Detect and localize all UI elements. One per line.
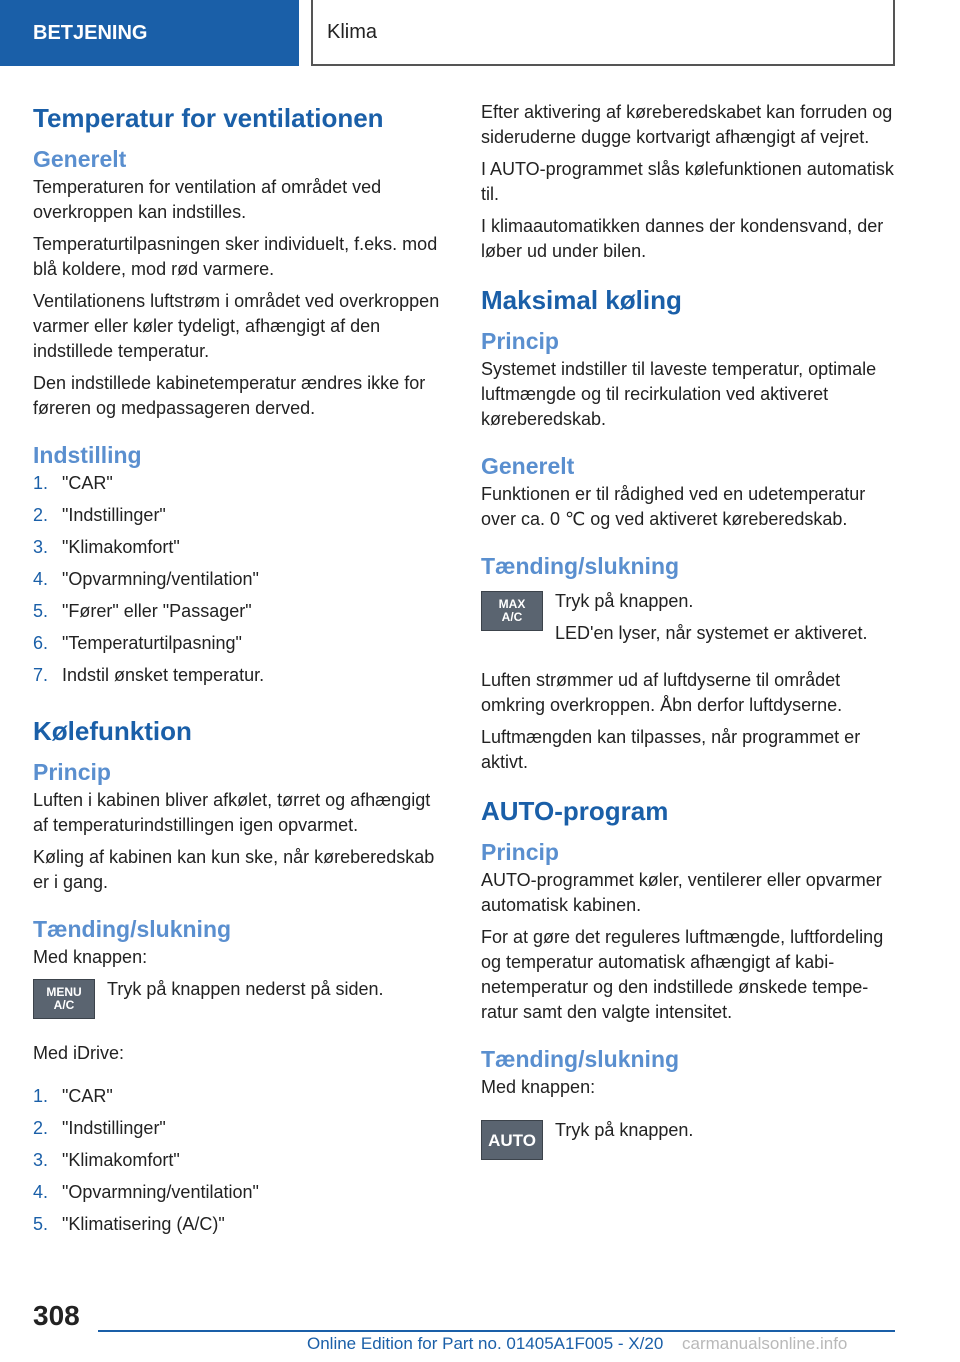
steps-list (33, 1084, 445, 1237)
step-text: "Fører" eller "Passager" (62, 601, 252, 621)
left-column (33, 100, 445, 1244)
paragraph: Luftmængden kan tilpasses, når programmet er aktivt. (481, 727, 861, 772)
paragraph: For at gøre det reguleres luftmængde, luftfordeling og temperatur automatisk afhængigt af kabinetemperatur og den indstillede ønskede temperatur samt den valgte intensitet. (481, 927, 884, 1022)
paragraph: Luften strømmer ud af luftdyserne til området omkring overkroppen. Åbn derfor luftdyserne. (481, 670, 843, 715)
step-text: "CAR" (62, 473, 113, 493)
step-number: 5. (33, 601, 49, 621)
subheading-tanding: Tænding/slukning (481, 1046, 680, 1072)
subheading-princip: Princip (33, 759, 111, 785)
step-text: "Opvarmning/ventilation" (62, 1182, 259, 1202)
list-item (33, 1180, 445, 1205)
step-number: 3. (33, 537, 49, 557)
right-column (481, 100, 899, 1160)
step-number: 1. (33, 1086, 49, 1106)
paragraph: Systemet indstiller til laveste temperatur, optimale luftmængde og til recirkulation ved aktiveret køreberedskab. (481, 359, 877, 429)
paragraph: Tryk på knappen. (555, 591, 694, 611)
step-text: "Indstillinger" (62, 505, 166, 525)
auto-instruction (481, 1118, 899, 1160)
list-item (33, 1116, 445, 1141)
paragraph: Ventilationens luftstrøm i området ved overkroppen varmer eller køler tydeligt, afhængigt af den indstillede temperatur. (33, 291, 440, 361)
list-item (33, 567, 445, 592)
paragraph: Køling af kabinen kan kun ske, når køreberedskab er i gang. (33, 847, 435, 892)
paragraph: Tryk på knappen nederst på siden. (107, 979, 384, 999)
edition-text: Online Edition for Part no. 01405A1F005 - X/20 (307, 1334, 664, 1353)
list-item (33, 599, 445, 624)
paragraph: Temperaturen for ventilation af området ved overkroppen kan indstilles. (33, 177, 382, 222)
max-ac-instruction (481, 589, 899, 646)
step-text: "Klimatisering (A/C)" (62, 1214, 225, 1234)
max-ac-button-icon: MAX A/C (481, 591, 543, 631)
heading-temperatur: Temperatur for ventilationen (33, 103, 384, 133)
step-text: "CAR" (62, 1086, 113, 1106)
auto-button-icon: AUTO (481, 1120, 543, 1160)
step-text: Indstil ønsket temperatur. (62, 665, 265, 685)
list-item (33, 1084, 445, 1109)
watermark: carmanualsonline.info (682, 1334, 848, 1353)
step-number: 6. (33, 633, 49, 653)
paragraph: Den indstillede kabinetemperatur ændres ikke for føreren og medpassageren derved. (33, 373, 426, 418)
section-tab: BETJENING (0, 0, 299, 66)
subheading-tanding: Tænding/slukning (481, 553, 680, 579)
step-text: "Klimakomfort" (62, 537, 180, 557)
subheading-generelt: Generelt (481, 453, 575, 479)
step-number: 7. (33, 665, 49, 685)
paragraph: Temperaturtilpasningen sker individuelt, f.eks. mod blå koldere, mod rød varmere. (33, 234, 438, 279)
step-text: "Klimakomfort" (62, 1150, 180, 1170)
step-number: 4. (33, 1182, 49, 1202)
step-number: 3. (33, 1150, 49, 1170)
step-number: 4. (33, 569, 49, 589)
steps-list (33, 471, 445, 688)
step-number: 1. (33, 473, 49, 493)
step-number: 2. (33, 505, 49, 525)
subheading-princip: Princip (481, 328, 559, 354)
paragraph: LED'en lyser, når systemet er aktiveret. (555, 623, 868, 643)
paragraph: Tryk på knappen. (555, 1120, 694, 1140)
paragraph: AUTO-programmet køler, ventilerer eller opvarmer automatisk kabinen. (481, 870, 882, 915)
page-number: 308 (33, 1300, 80, 1331)
paragraph: Luften i kabinen bliver afkølet, tørret og afhængigt af temperaturindstillingen igen opvarmet. (33, 790, 431, 835)
list-item (33, 1148, 445, 1173)
step-number: 2. (33, 1118, 49, 1138)
list-item (33, 1212, 445, 1237)
paragraph: I AUTO-programmet slås kølefunktionen automatisk til. (481, 159, 894, 204)
step-text: "Indstillinger" (62, 1118, 166, 1138)
subheading-tanding: Tænding/slukning (33, 916, 232, 942)
list-item (33, 631, 445, 656)
paragraph: Med iDrive: (33, 1043, 125, 1063)
subheading-generelt: Generelt (33, 146, 127, 172)
paragraph: I klimaautomatikken dannes der kondensvand, der løber ud under bilen. (481, 216, 884, 261)
list-item (33, 663, 445, 688)
page-header (0, 0, 960, 66)
heading-kolefunktion: Kølefunktion (33, 716, 192, 746)
paragraph: Med knappen: (33, 947, 148, 967)
menu-ac-instruction (33, 977, 445, 1019)
subheading-indstilling: Indstilling (33, 442, 142, 468)
step-text: "Opvarmning/ventilation" (62, 569, 259, 589)
menu-ac-button-icon: MENU A/C (33, 979, 95, 1019)
chapter-tab: Klima (311, 0, 895, 66)
step-number: 5. (33, 1214, 49, 1234)
subheading-princip: Princip (481, 839, 559, 865)
paragraph: Med knappen: (481, 1077, 596, 1097)
heading-auto-program: AUTO-program (481, 796, 669, 826)
heading-maksimal-koling: Maksimal køling (481, 285, 682, 315)
paragraph: Efter aktivering af køreberedskabet kan forruden og sideruderne dugge kortvarigt afhængigt af vejret. (481, 102, 893, 147)
step-text: "Temperaturtilpasning" (62, 633, 242, 653)
list-item (33, 535, 445, 560)
paragraph: Funktionen er til rådighed ved en udetemperatur over ca. 0 ℃ og ved aktiveret køreberedskab. (481, 484, 866, 529)
list-item (33, 471, 445, 496)
list-item (33, 503, 445, 528)
footer-divider (98, 1330, 895, 1332)
